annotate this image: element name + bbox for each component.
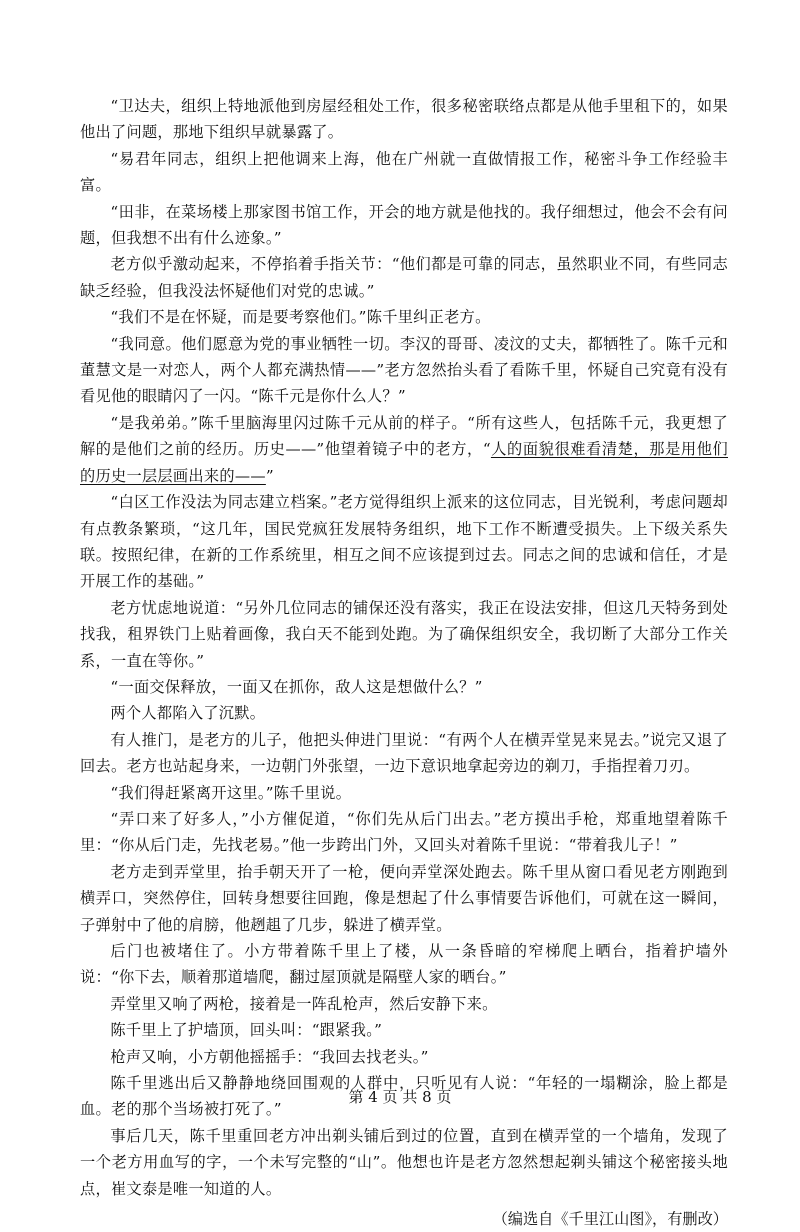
article-body [80,93,728,1232]
paragraph-text: 有人推门，是老方的儿子，他把头伸进门里说：“有两个人在横弄堂晃来晃去。”说完又退了回去。老方也站起身来，一边朝门外张望，一边下意识地拿起旁边的剃刀，手指捏着刀刃。 [80,730,728,776]
paragraph-text: 事后几天，陈千里重回老方冲出剃头铺后到过的位置，直到在横弄堂的一个墙角，发现了一个老方用血写的字，一个未写完整的“山”。他想也许是老方忽然想起剃头铺这个秘密接头地点，崔文泰是唯一知道的人。 [80,1126,728,1198]
paragraph-text: 弄堂里又响了两枪，接着是一阵乱枪声，然后安静下来。 [110,994,498,1013]
paragraph [80,595,728,674]
paragraph [80,1123,728,1202]
page-footer: 第 4 页 共 8 页 [348,1088,452,1106]
paragraph-text: ” [265,466,274,485]
paragraph-text: 后门也被堵住了。小方带着陈千里上了楼，从一条昏暗的窄梯爬上晒台，指着护墙外说：“你下去，顺着那道墙爬，翻过屋顶就是隔壁人家的晒台。” [80,942,728,987]
paragraph [80,991,728,1017]
paragraph-text: “我同意。他们愿意为党的事业牺牲一切。李汉的哥哥、凌汶的丈夫，都牺牲了。陈千元和董慧文是一对恋人，两个人都充满热情——”老方忽然抬头看了看陈千里，怀疑自己究竟有没有看见他的眼睛闪了一闪。“陈千元是你什么人？” [80,334,728,406]
paragraph [80,93,728,146]
paragraph-text: “是我弟弟。”陈千里脑海里闪过陈千元从前的样子。“所有这些人，包括陈千元，我更想了解的是他们之前的经历。历史——”他望着镜子中的老方，“ [80,413,728,459]
paragraph [80,331,728,410]
paragraph [80,410,728,489]
paragraph-text: “田非，在菜场楼上那家图书馆工作，开会的地方就是他找的。我仔细想过，他会不会有问题，但我想不出有什么迹象。” [80,202,728,248]
paragraph [80,700,728,726]
paragraph [80,859,728,938]
source-note: （编选自《千里江山图》，有删改） [492,1210,728,1229]
paragraph [80,780,728,806]
paragraph-text: “白区工作没法为同志建立档案。”老方觉得组织上派来的这位同志，目光锐利，考虑问题却有点教条繁琐，“这几年，国民党疯狂发展特务组织，地下工作不断遭受损失。上下级关系失联。按照纪律，在新的工作系统里，相互之间不应该提到过去。同志之间的忠诚和信任，才是开展工作的基础。” [80,493,728,591]
paragraph [80,938,728,991]
underlined-sentence: 人的面貌很难看清楚，那是用他们的历史一层层画出来的—— [80,440,728,485]
paragraph-text: “弄口来了好多人，”小方催促道，“你们先从后门出去。”老方摸出手枪，郑重地望着陈千里：“你从后门走，先找老易。”他一步跨出门外，又回头对着陈千里说：“带着我儿子！” [80,809,728,855]
paragraph [80,146,728,199]
paragraph [80,304,728,330]
paragraph-text: “一面交保释放，一面又在抓你，敌人这是想做什么？” [110,677,483,696]
paragraph-text: 枪声又响，小方朝他摇摇手：“我回去找老头。” [110,1047,429,1066]
paragraph-text: 陈千里逃出后又静静地绕回围观的人群中，只听见有人说：“年轻的一塌糊涂，脸上都是血。老的那个当场被打死了。” [80,1074,728,1119]
paragraph-text: 老方似乎激动起来，不停掐着手指关节：“他们都是可靠的同志，虽然职业不同，有些同志缺乏经验，但我没法怀疑他们对党的忠诚。” [80,255,728,300]
paragraph [80,674,728,700]
paragraph-text: 老方忧虑地说道：“另外几位同志的铺保还没有落实，我正在设法安排，但这几天特务到处找我，租界铁门上贴着画像，我白天不能到处跑。为了确保组织安全，我切断了大部分工作关系，一直在等你。” [80,598,728,670]
paragraph-text: “易君年同志，组织上把他调来上海，他在广州就一直做情报工作，秘密斗争工作经验丰富。 [80,149,728,195]
paragraph [80,727,728,780]
paragraph-text: “卫达夫，组织上特地派他到房屋经租处工作，很多秘密联络点都是从他手里租下的，如果他出了问题，那地下组织早就暴露了。 [80,97,728,142]
paragraph [80,199,728,252]
paragraph-text: “我们不是在怀疑，而是要考察他们。”陈千里纠正老方。 [110,308,491,327]
paragraph [80,1044,728,1070]
paragraph [80,806,728,859]
paragraph [80,1017,728,1043]
paragraph-text: 陈千里上了护墙顶，回头叫：“跟紧我。” [110,1021,383,1040]
paragraph-text: 两个人都陷入了沉默。 [110,704,266,723]
paragraph-text: “我们得赶紧离开这里。”陈千里说。 [110,783,352,802]
paragraph [80,251,728,304]
paragraph-text: 老方走到弄堂里，抬手朝天开了一枪，便向弄堂深处跑去。陈千里从窗口看见老方刚跑到横弄口，突然停住，回转身想要往回跑，像是想起了什么事情要告诉他们，可就在这一瞬间，子弹射中了他的肩膀，他趔趄了几步，躲进了横弄堂。 [80,862,728,934]
paragraph [80,489,728,595]
